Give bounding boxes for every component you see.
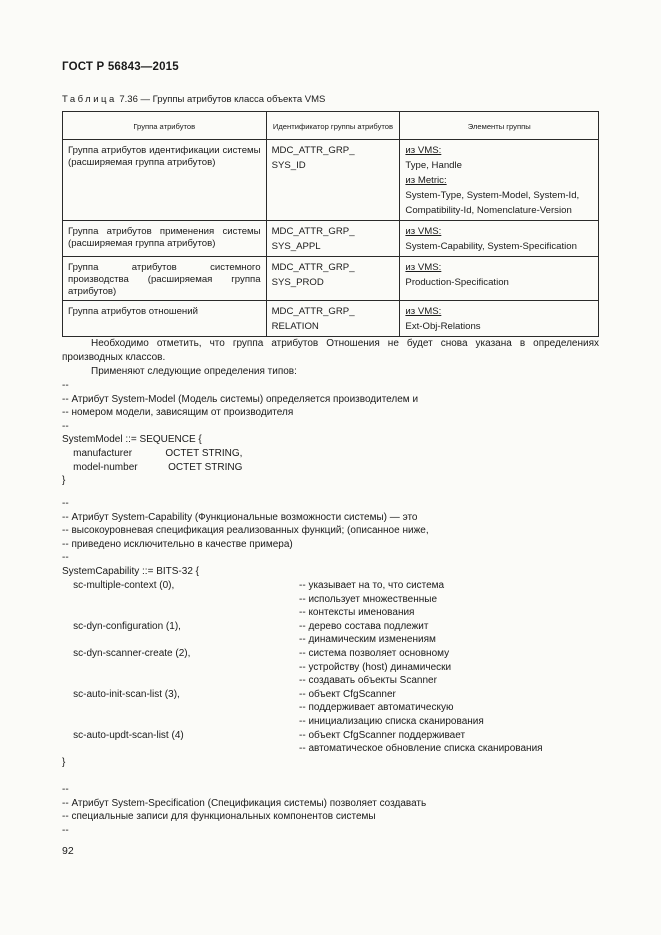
code-line: -- использует множественные — [299, 593, 438, 605]
element-line: Ext-Obj-Relations — [405, 321, 481, 332]
header-elements: Элементы группы — [400, 112, 599, 140]
table-row — [63, 301, 599, 337]
code-line: -- Атрибут System-Capability (Функциональные возможности системы) — это — [62, 511, 418, 523]
code-line — [62, 633, 190, 647]
system-capability-header — [62, 497, 429, 579]
code-line: -- система позволяет основному — [299, 647, 450, 659]
code-line: -- высокоуровневая спецификация реализованных функций; (описанное ниже, — [62, 525, 429, 537]
document-header: ГОСТ Р 56843—2015 — [62, 61, 179, 73]
element-line: Production-Specification — [405, 277, 509, 288]
group-name-cell: Группа атрибутов отношений — [63, 301, 267, 337]
code-line: -- приведено исключительно в качестве примера) — [62, 538, 293, 550]
element-line: из VMS: — [405, 306, 442, 317]
table-row — [63, 140, 599, 221]
group-id-line: MDC_ATTR_GRP_ — [271, 306, 355, 317]
group-name-cell: Группа атрибутов идентификации системы (расширяемая группа атрибутов) — [63, 140, 267, 221]
group-id-cell — [266, 221, 400, 257]
header-id: Идентификатор группы атрибутов — [266, 112, 400, 140]
code-line: -- — [62, 420, 69, 432]
intro-paragraph: Применяют следующие определения типов: — [91, 366, 297, 377]
table-caption — [62, 94, 325, 105]
code-line: sc-auto-init-scan-list (3), — [62, 688, 180, 700]
code-line: -- номером модели, зависящим от производителя — [62, 407, 294, 419]
system-model-definition — [62, 379, 418, 488]
code-line — [62, 701, 190, 715]
code-line: -- поддерживает автоматическую — [299, 702, 454, 714]
group-name-cell: Группа атрибутов системного производства (расширяемая группа атрибутов) — [63, 257, 267, 301]
group-id-line: SYS_PROD — [271, 277, 324, 288]
element-line: из VMS: — [405, 145, 442, 156]
code-line: -- динамическим изменениям — [299, 634, 436, 646]
system-specification-definition — [62, 783, 426, 837]
element-line: Type, Handle — [405, 160, 462, 171]
code-line: sc-auto-updt-scan-list (4) — [62, 729, 184, 741]
code-line: -- указывает на то, что система — [299, 580, 445, 591]
code-line — [62, 742, 190, 756]
caption-text: 7.36 — Группы атрибутов класса объекта VMS — [116, 94, 326, 105]
element-line: из Metric: — [405, 175, 447, 186]
code-line: -- — [62, 498, 69, 509]
group-elements-cell — [400, 257, 599, 301]
code-line: sc-dyn-scanner-create (2), — [62, 647, 191, 659]
caption-prefix: Таблица — [62, 94, 117, 105]
code-line: -- контексты именования — [299, 607, 415, 619]
code-line: model-number OCTET STRING — [62, 461, 243, 473]
code-line: -- создавать объекты Scanner — [299, 675, 437, 687]
group-elements-cell — [400, 140, 599, 221]
group-id-cell — [266, 301, 400, 337]
capability-bits — [62, 579, 190, 756]
group-id-line: MDC_ATTR_GRP_ — [271, 145, 355, 156]
code-line: SystemModel ::= SEQUENCE { — [62, 434, 202, 446]
code-line — [62, 606, 190, 620]
code-line: -- специальные записи для функциональных компонентов системы — [62, 811, 376, 823]
code-line: manufacturer OCTET STRING, — [62, 447, 243, 459]
group-elements-cell — [400, 221, 599, 257]
element-line: из VMS: — [405, 262, 442, 273]
element-line: из VMS: — [405, 226, 442, 237]
code-line: -- дерево состава подлежит — [299, 620, 429, 632]
group-id-line: RELATION — [271, 321, 319, 332]
element-line: Compatibility-Id, Nomenclature-Version — [405, 205, 572, 216]
code-line — [62, 593, 190, 607]
code-line: -- инициализацию списка сканирования — [299, 715, 484, 727]
attribute-groups-table — [62, 111, 599, 337]
header-group: Группа атрибутов — [63, 112, 267, 140]
table-row — [63, 221, 599, 257]
code-line: sc-dyn-configuration (1), — [62, 620, 181, 632]
code-line — [62, 661, 190, 675]
code-line: -- — [62, 784, 69, 795]
group-elements-cell — [400, 301, 599, 337]
code-line: -- Атрибут System-Model (Модель системы) определяется производителем и — [62, 393, 419, 405]
closing-brace — [62, 756, 65, 770]
code-line: SystemCapability ::= BITS-32 { — [62, 565, 200, 577]
table-row — [63, 257, 599, 301]
code-line: -- — [62, 380, 69, 391]
code-line: -- устройству (host) динамически — [299, 661, 452, 673]
code-line — [62, 715, 190, 729]
code-line: -- объект CfgScanner поддерживает — [299, 729, 466, 741]
code-line: } — [62, 475, 66, 487]
code-line — [62, 674, 190, 688]
code-line: } — [62, 757, 66, 768]
code-line: -- Атрибут System-Specification (Спецификация системы) позволяет создавать — [62, 797, 427, 809]
code-line: sc-multiple-context (0), — [62, 580, 175, 591]
group-id-cell — [266, 257, 400, 301]
code-line: -- — [62, 824, 69, 836]
element-line: System-Type, System-Model, System-Id, — [405, 190, 580, 201]
page-number: 92 — [62, 845, 74, 857]
group-id-line: MDC_ATTR_GRP_ — [271, 262, 355, 273]
group-id-line: MDC_ATTR_GRP_ — [271, 226, 355, 237]
code-line: -- — [62, 552, 69, 564]
capability-bit-comments — [299, 579, 543, 756]
group-id-line: SYS_APPL — [271, 241, 321, 252]
table-header-row — [63, 112, 599, 140]
code-line: -- объект CfgScanner — [299, 688, 396, 700]
code-line: -- автоматическое обновление списка сканирования — [299, 743, 543, 755]
group-name-cell: Группа атрибутов применения системы (расширяемая группа атрибутов) — [63, 221, 267, 257]
element-line: System-Capability, System-Specification — [405, 241, 577, 252]
note-paragraph: Необходимо отметить, что группа атрибутов Отношения не будет снова указана в определениях производных классов. — [62, 338, 599, 363]
group-id-cell — [266, 140, 400, 221]
group-id-line: SYS_ID — [271, 160, 306, 171]
